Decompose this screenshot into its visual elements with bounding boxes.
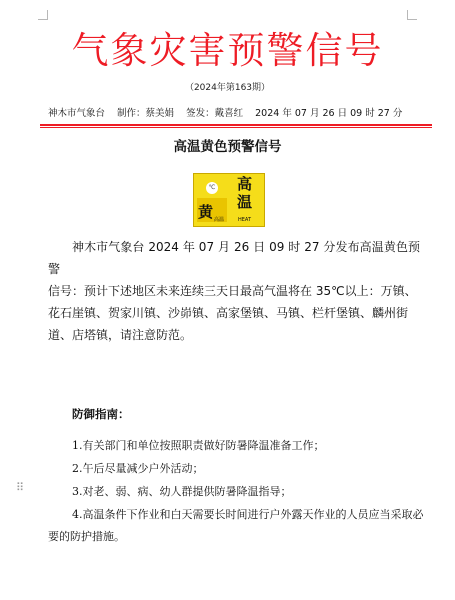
signal-title: 高温黄色预警信号 — [173, 139, 282, 155]
badge-caption-cn: 高温 — [214, 217, 225, 223]
measure-item: 3.对老、弱、病、幼人群提供防暑降温指导； — [72, 485, 292, 498]
defense-guide-title: 防御指南： — [72, 407, 130, 421]
body-line: 道、店塔镇，请注意防范。 — [48, 328, 193, 342]
issue-datetime: 2024 年 07 月 26 日 09 时 27 分 — [255, 108, 403, 119]
body-line: 花石崖镇、贺家川镇、沙峁镇、高家堡镇、马镇、栏杆堡镇、麟州街 — [48, 306, 409, 320]
badge-char-wen: 温 — [237, 193, 253, 211]
heat-yellow-warning-icon — [193, 173, 265, 227]
measure-item: 2.午后尽量减少户外活动； — [72, 462, 204, 475]
header-rule-thick — [40, 124, 432, 126]
station-name: 神木市气象台 — [48, 108, 106, 119]
measure-item: 1.有关部门和单位按照职责做好防暑降温准备工作； — [72, 439, 325, 452]
body-line: 信号：预计下述地区未来连续三天日最高气温将在 35℃以上：万镇、 — [48, 284, 417, 298]
margin-corner-top-right — [407, 10, 417, 20]
warning-body-paragraph — [48, 236, 420, 346]
badge-caption-en: HEAT — [238, 217, 252, 223]
defense-measures-list — [48, 434, 424, 548]
body-line: 神木市气象台 2024 年 07 月 26 日 09 时 27 分发布高温黄色预警 — [48, 240, 420, 276]
drag-handle-icon[interactable]: ⠿ — [16, 481, 26, 494]
issuer-info — [48, 107, 428, 120]
signer: 签发：戴喜红 — [186, 108, 244, 119]
producer: 制作：蔡美娟 — [117, 108, 175, 119]
issue-number: （2024年第163期） — [184, 83, 271, 93]
warning-header-title: 气象灾害预警信号 — [71, 29, 384, 72]
measure-item: 4.高温条件下作业和白天需要长时间进行户外露天作业的人员应当采取必要的防护措施。 — [48, 508, 424, 543]
badge-char-gao: 高 — [237, 175, 253, 193]
badge-color-char: 黄 — [198, 203, 214, 221]
header-rule-thin — [40, 127, 432, 128]
sun-icon: ℃ — [201, 179, 223, 197]
margin-corner-top-left — [38, 10, 48, 20]
